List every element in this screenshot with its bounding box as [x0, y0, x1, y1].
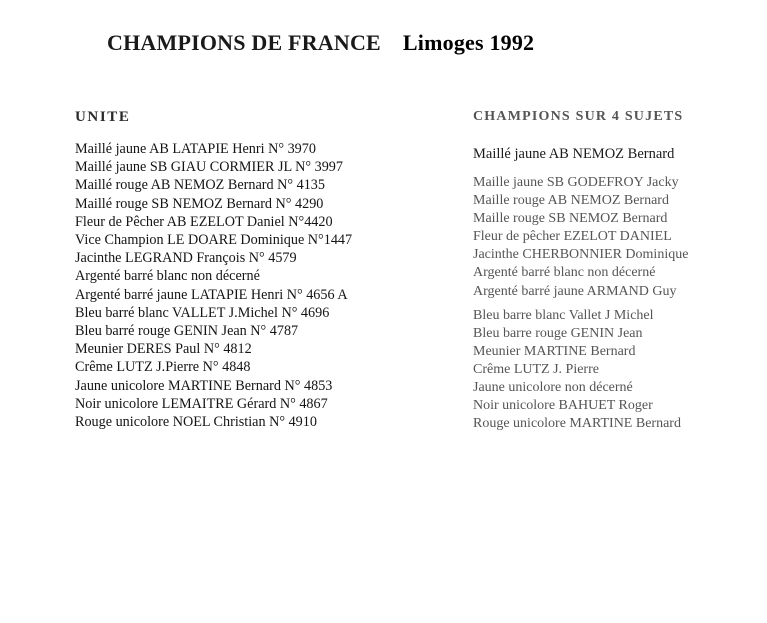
list-item: Bleu barre blanc Vallet J Michel [473, 307, 654, 323]
featured-entry: Maillé jaune AB NEMOZ Bernard [473, 146, 675, 162]
list-item: Argenté barré blanc non décerné [75, 268, 260, 285]
list-item: Argenté barré jaune LATAPIE Henri N° 4656 A [75, 286, 348, 303]
list-item: Crême LUTZ J. Pierre [473, 361, 599, 377]
list-item: Maille rouge AB NEMOZ Bernard [473, 193, 669, 209]
list-item: Maille rouge SB NEMOZ Bernard [473, 211, 668, 227]
list-item: Argenté barré jaune ARMAND Guy [473, 283, 677, 299]
list-item: Fleur de Pêcher AB EZELOT Daniel N°4420 [75, 213, 333, 230]
list-item: Meunier DERES Paul N° 4812 [75, 341, 252, 358]
champions-heading: CHAMPIONS SUR 4 SUJETS [473, 109, 684, 124]
list-item: Jaune unicolore non décerné [473, 380, 633, 396]
list-item: Maillé rouge SB NEMOZ Bernard N° 4290 [75, 195, 324, 212]
page-title [107, 30, 534, 56]
champions-4-sujets-column [473, 108, 743, 433]
list-item: Jacinthe LEGRAND François N° 4579 [75, 250, 297, 267]
list-item: Vice Champion LE DOARE Dominique N°1447 [75, 232, 353, 249]
list-item: Maille jaune SB GODEFROY Jacky [473, 175, 679, 190]
list-item: Noir unicolore BAHUET Roger [473, 398, 653, 414]
list-item: Rouge unicolore NOEL Christian N° 4910 [75, 414, 317, 431]
list-item: Crême LUTZ J.Pierre N° 4848 [75, 359, 251, 376]
list-item: Maillé rouge AB NEMOZ Bernard N° 4135 [75, 177, 325, 194]
title-main: CHAMPIONS DE FRANCE [107, 30, 381, 55]
list-item: Jacinthe CHERBONNIER Dominique [473, 247, 689, 263]
list-item: Bleu barré rouge GENIN Jean N° 4787 [75, 323, 299, 340]
list-item: Meunier MARTINE Bernard [473, 343, 636, 359]
unite-heading: UNITE [75, 109, 131, 125]
list-item: Bleu barre rouge GENIN Jean [473, 325, 643, 341]
list-item: Argenté barré blanc non décerné [473, 265, 656, 281]
list-item: Jaune unicolore MARTINE Bernard N° 4853 [75, 377, 333, 394]
list-item: Fleur de pêcher EZELOT DANIEL [473, 229, 672, 245]
list-item: Maillé jaune AB LATAPIE Henri N° 3970 [75, 141, 316, 157]
unite-column [75, 108, 359, 431]
list-item: Bleu barré blanc VALLET J.Michel N° 4696 [75, 304, 330, 321]
list-item: Rouge unicolore MARTINE Bernard [473, 416, 681, 432]
list-item: Noir unicolore LEMAITRE Gérard N° 4867 [75, 395, 328, 412]
list-item: Maillé jaune SB GIAU CORMIER JL N° 3997 [75, 159, 343, 176]
title-subtitle: Limoges 1992 [402, 30, 535, 55]
